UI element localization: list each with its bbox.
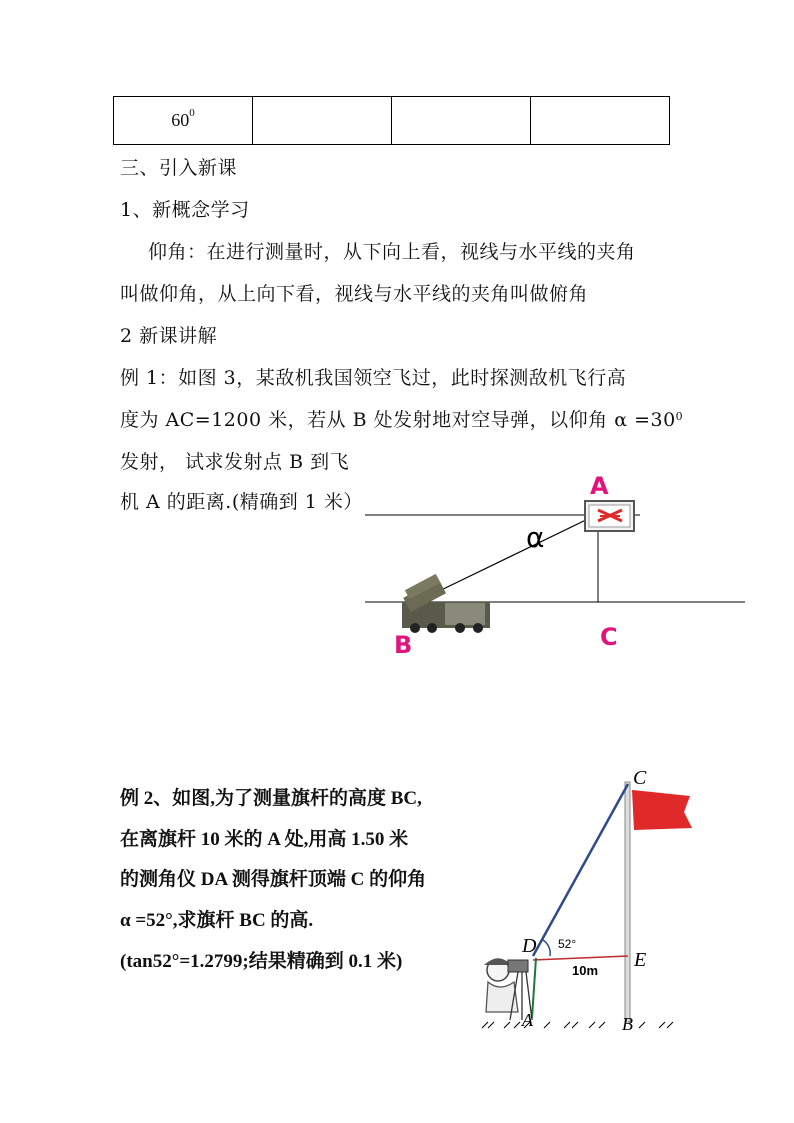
point-D-label: D [522,935,537,957]
table-row [114,97,670,145]
example1-line: 发射， 试求发射点 B 到飞 [120,451,350,473]
horizontal-line-DE [533,956,628,960]
concept-text-line: 叫做仰角，从上向下看，视线与水平线的夹角叫做俯角 [120,283,589,305]
example1-line: 例 1：如图 3，某敌机我国领空飞过，此时探测敌机飞行高 [120,367,627,389]
table-cell [531,97,670,145]
example1-line: 度为 AC=1200 米，若从 B 处发射地对空导弹，以仰角 $\alpha =30^0$ [120,409,684,431]
ground-ticks [482,1022,673,1028]
section-heading: 三、引入新课 [120,157,238,179]
angle-table [113,96,670,145]
missile-launcher-truck-icon [402,574,490,633]
flag-icon [632,790,692,830]
example2-line: α =52°,求旗杆 BC 的高. [120,910,314,931]
subsection-heading: 1、新概念学习 [120,199,250,221]
point-E-label: E [634,949,647,971]
table-cell-angle: $60^0$ [114,97,253,145]
concept-text-line: 仰角：在进行测量时，从下向上看，视线与水平线的夹角 [148,241,636,263]
instrument-DA [532,958,536,1018]
point-B-label: B [394,631,413,659]
subsection-heading: 2 新课讲解 [120,325,218,347]
example2-line: 的测角仪 DA 测得旗杆顶端 C 的仰角 [120,869,427,890]
point-C-label: C [600,623,618,651]
sightline-DC [533,784,628,956]
example2-line: (tan52°=1.2799;结果精确到 0.1 米) [120,951,403,972]
angle-value-label: 52° [558,937,577,951]
point-B-label: B [622,1014,633,1034]
flagpole-diagram [470,760,720,1040]
point-A-label: A [590,472,609,500]
angle-arc [543,940,550,956]
angle-alpha-label: α [526,521,545,554]
distance-label: 10m [572,963,599,978]
point-C-label: C [633,767,647,789]
point-A-label: A [522,1010,533,1030]
example2-line: 例 2、如图,为了测量旗杆的高度 BC, [120,788,422,809]
example2-line: 在离旗杆 10 米的 A 处,用高 1.50 米 [120,829,409,850]
enemy-plane-icon [585,501,634,531]
example1-line: 机 A 的距离.(精确到 1 米） [120,491,363,513]
sightline-BA [435,517,592,593]
figure-3-missile-diagram [360,465,760,665]
table-cell [253,97,392,145]
flagpole [625,782,630,1022]
table-cell [392,97,531,145]
